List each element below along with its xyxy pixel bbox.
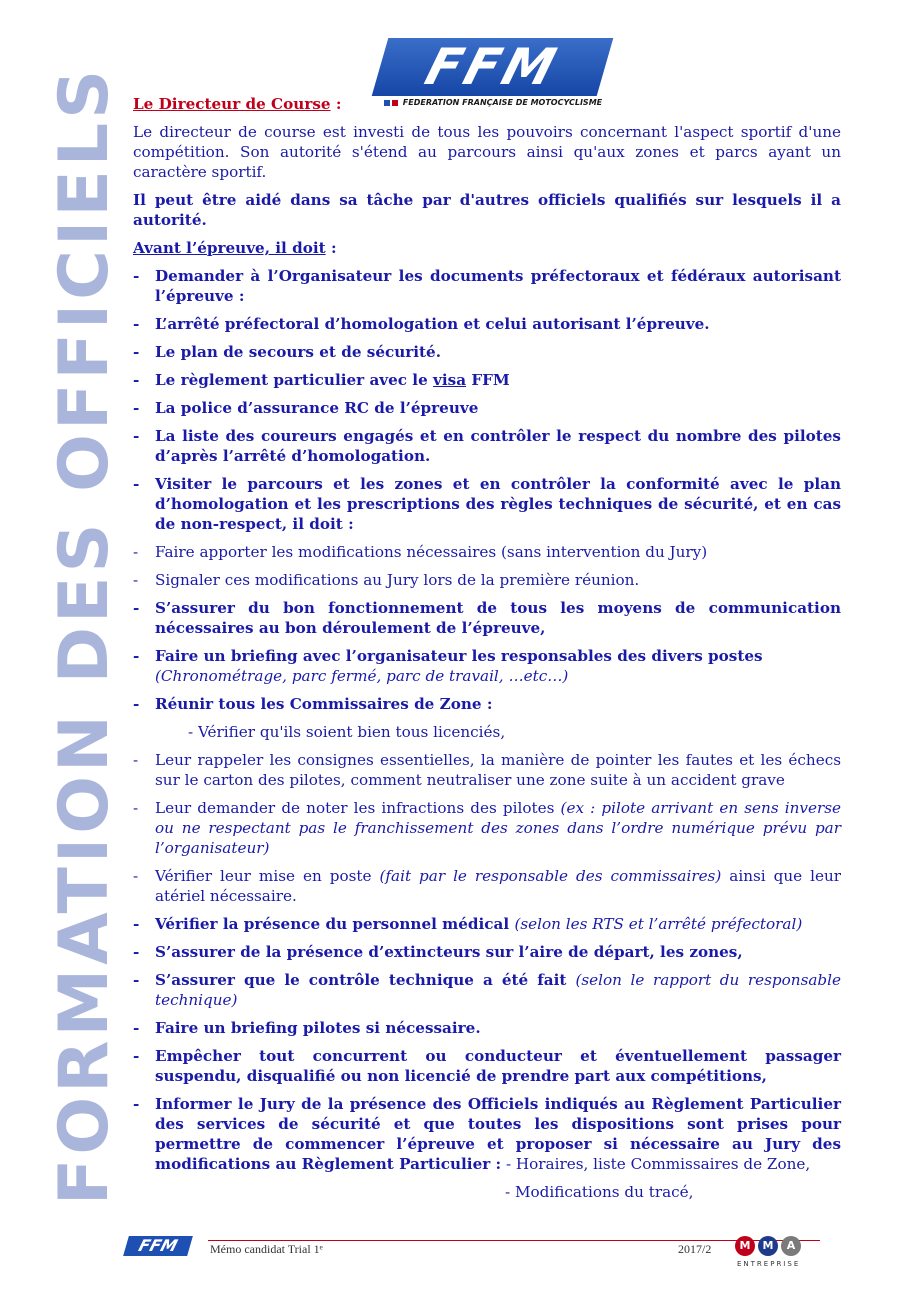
list-item-text: Empêcher tout concurrent ou conducteur et éventuellement passager suspendu, disqualifié ou non licencié de prendre part aux compétitions,: [155, 1047, 841, 1085]
section-heading: Le Directeur de Course: [133, 95, 331, 113]
bullet-dash: -: [133, 867, 139, 885]
list-item: [133, 646, 841, 686]
bullet-dash: -: [133, 943, 140, 961]
list-item-text: Leur rappeler les consignes essentielles, la manière de pointer les fautes et les échecs sur le carton des pilotes, comment neutraliser une zone suite à un accident grave: [155, 751, 841, 789]
list-item-text: La liste des coureurs engagés et en contrôler le respect du nombre des pilotes d’après l’arrêté d’homologation.: [155, 427, 841, 465]
list-item-note: (fait par le responsable des commissaires): [379, 867, 722, 885]
sub-item: - Vérifier qu'ils soient bien tous licenciés,: [188, 723, 506, 741]
side-title-vertical: [45, 40, 125, 1230]
list-item-text: Faire un briefing pilotes si nécessaire.: [155, 1019, 481, 1037]
list-item-note: (selon les RTS et l’arrêté préfectoral): [514, 915, 803, 933]
list-item: [133, 1046, 841, 1086]
before-heading-colon: :: [325, 239, 337, 257]
bullet-dash: -: [133, 427, 140, 445]
footer-ffm-logo: FFM: [123, 1236, 193, 1256]
list-item-text-part: Leur demander de noter les infractions des pilotes: [155, 799, 561, 817]
list-item: [133, 942, 841, 962]
list-item: [133, 1018, 841, 1038]
list-item: [133, 798, 841, 858]
mma-circle: A: [781, 1236, 801, 1256]
bullet-dash: -: [133, 647, 140, 665]
bullet-dash: -: [133, 399, 140, 417]
list-item: [133, 266, 841, 306]
list-item-text: L’arrêté préfectoral d’homologation et celui autorisant l’épreuve.: [155, 315, 710, 333]
list-item-text: [155, 646, 841, 686]
list-item: [133, 598, 841, 638]
list-item-text-part: Le règlement particulier avec le: [155, 371, 434, 389]
footer-divider: [208, 1240, 820, 1241]
list-item-text: [155, 914, 841, 934]
bullet-dash: -: [133, 267, 140, 285]
list-item: [133, 866, 841, 906]
list-item-note: (selon le rapport du responsable technique): [155, 971, 841, 1009]
document-body: [133, 94, 841, 1202]
mma-subtitle: ENTREPRISE: [737, 1260, 801, 1268]
list-item-text: [155, 970, 841, 1010]
list-item-text: Faire apporter les modifications nécessaires (sans intervention du Jury): [155, 543, 708, 561]
list-item: [133, 370, 841, 390]
list-item: [133, 750, 841, 790]
ffm-logo-subtitle-text: FEDERATION FRANÇAISE DE MOTOCYCLISME: [402, 98, 603, 107]
list-item: [133, 426, 841, 466]
mma-logo: [735, 1236, 807, 1272]
bullet-dash: -: [133, 543, 139, 561]
bullet-dash: -: [133, 371, 140, 389]
list-item-text: S’assurer de la présence d’extincteurs sur l’aire de départ, les zones,: [155, 943, 743, 961]
aid-paragraph: Il peut être aidé dans sa tâche par d'autres officiels qualifiés sur lesquels il a autorité.: [133, 191, 841, 229]
visa-word: visa: [433, 371, 467, 389]
before-heading: Avant l’épreuve, il doit: [133, 239, 326, 257]
bullet-dash: -: [133, 343, 140, 361]
list-item-text: Signaler ces modifications au Jury lors de la première réunion.: [155, 571, 640, 589]
ffm-logo-text: FFM: [372, 38, 614, 96]
list-item-text: S’assurer du bon fonctionnement de tous les moyens de communication nécessaires au bon déroulement de l’épreuve,: [155, 599, 841, 637]
bullet-dash: -: [133, 315, 140, 333]
bullet-dash: -: [133, 1019, 140, 1037]
list-item-text-part: Faire un briefing avec l’organisateur les responsables des divers postes: [155, 647, 763, 665]
list-item: [133, 694, 841, 714]
list-item-text: Demander à l’Organisateur les documents préfectoraux et fédéraux autorisant l’épreuve :: [155, 267, 841, 305]
side-title-text: FORMATION DES OFFICIELS: [45, 65, 125, 1205]
mma-circle: M: [758, 1236, 778, 1256]
bullet-dash: -: [133, 599, 140, 617]
list-item: [133, 914, 841, 934]
list-item: [133, 570, 841, 590]
list-item-text: Le plan de secours et de sécurité.: [155, 343, 442, 361]
bullet-dash: -: [133, 751, 139, 769]
list-item-text-part: Vérifier leur mise en poste: [155, 867, 380, 885]
list-item-text-part: Informer le Jury de la présence des Officiels indiqués au Règlement Particulier des services de sécurité et que toutes les dispositions sont prises pour permettre de commencer l’épreuve et proposer si nécessaire au Jury des modifications au Règlement Particulier :: [155, 1095, 841, 1173]
bullet-dash: -: [133, 915, 140, 933]
bullet-dash: -: [133, 1095, 140, 1113]
list-item-text-part: FFM: [466, 371, 510, 389]
list-item-note: (ex : pilote arrivant en sens inverse ou ne respectant pas le franchissement des zones dans l’ordre numérique prévu par l’organisateur): [155, 799, 842, 857]
mma-circle: M: [735, 1236, 755, 1256]
bullet-dash: -: [133, 971, 140, 989]
list-item: [133, 542, 841, 562]
list-item: [133, 398, 841, 418]
list-item: [133, 1094, 841, 1174]
list-item-text-part: Vérifier la présence du personnel médical: [155, 915, 515, 933]
sub-item: - Modifications du tracé,: [505, 1183, 694, 1201]
list-item: [133, 342, 841, 362]
list-item-text: La police d’assurance RC de l’épreuve: [155, 399, 479, 417]
list-item-text: [155, 1094, 841, 1174]
list-item-text: [155, 370, 841, 390]
footer-document-title: Mémo candidat Trial 1ᵉ: [210, 1242, 323, 1256]
list-item: [133, 314, 841, 334]
list-item-text: Réunir tous les Commissaires de Zone :: [155, 695, 493, 713]
list-item-text-part: - Horaires, liste Commissaires de Zone,: [501, 1155, 811, 1173]
list-item-text-part: ainsi que leur atériel nécessaire.: [155, 867, 842, 905]
bullet-dash: -: [133, 799, 139, 817]
list-item: [133, 970, 841, 1010]
bullet-dash: -: [133, 1047, 140, 1065]
list-item: [133, 474, 841, 534]
page-footer: [120, 1232, 820, 1272]
intro-paragraph: Le directeur de course est investi de tous les pouvoirs concernant l'aspect sportif d'une compétition. Son autorité s'étend au parcours ainsi qu'aux zones et parcs ayant un caractère sportif.: [133, 123, 841, 181]
list-item-text: Visiter le parcours et les zones et en contrôler la conformité avec le plan d’homologation et les prescriptions des règles techniques de sécurité, et en cas de non-respect, il doit :: [155, 475, 841, 533]
section-heading-colon: :: [330, 95, 342, 113]
bullet-dash: -: [133, 695, 140, 713]
heading-line: [133, 94, 841, 114]
list-item-text-part: S’assurer que le contrôle technique a été fait: [155, 971, 576, 989]
list-item-note: (Chronométrage, parc fermé, parc de travail, …etc…): [155, 667, 569, 685]
before-line: [133, 238, 841, 258]
list-item-text: [155, 866, 841, 906]
bullet-dash: -: [133, 475, 140, 493]
list-item-text: [155, 798, 841, 858]
bullet-dash: -: [133, 571, 139, 589]
footer-date: 2017/2: [678, 1242, 712, 1256]
